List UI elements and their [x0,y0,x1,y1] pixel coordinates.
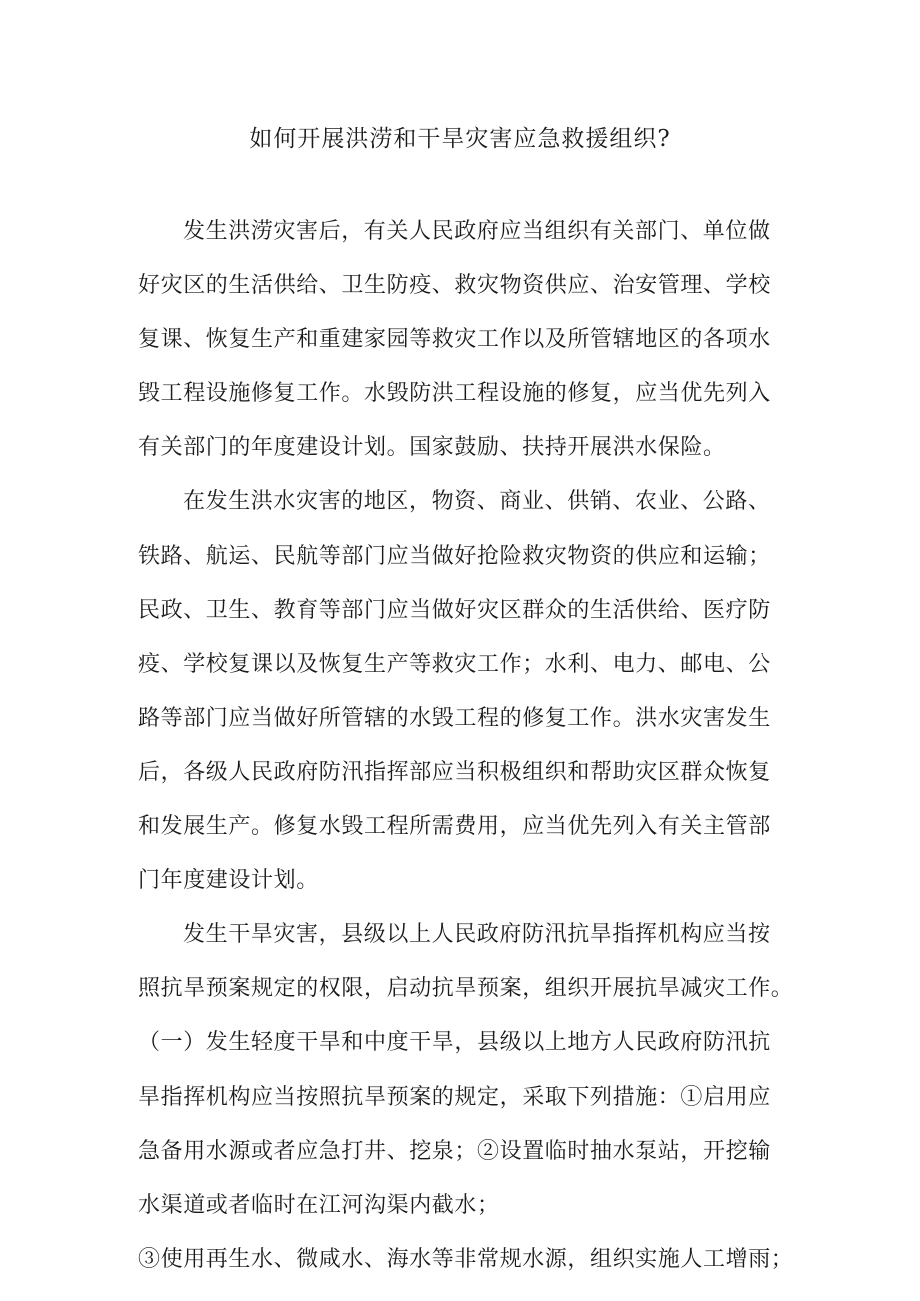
paragraph-line: ③使用再生水、微咸水、海水等非常规水源，组织实施人工增雨； [138,1246,794,1272]
paragraph-line: （一）发生轻度干旱和中度干旱，县级以上地方人民政府防汛抗 [138,1030,771,1056]
paragraph-line: 路等部门应当做好所管辖的水毁工程的修复工作。洪水灾害发生 [138,705,771,731]
paragraph-line: 照抗旱预案规定的权限，启动抗旱预案，组织开展抗旱减灾工作。 [138,976,794,1002]
paragraph-line: 和发展生产。修复水毁工程所需费用，应当优先列入有关主管部 [138,814,771,840]
paragraph-line: 毁工程设施修复工作。水毁防洪工程设施的修复，应当优先列入 [138,381,771,407]
paragraph-line: 发生洪涝灾害后，有关人民政府应当组织有关部门、单位做 [183,219,771,244]
paragraph-line: 发生干旱灾害，县级以上人民政府防汛抗旱指挥机构应当按 [183,922,771,948]
paragraph-line: 疫、学校复课以及恢复生产等救灾工作；水利、电力、邮电、公 [138,651,771,677]
paragraph-line: 复课、恢复生产和重建家园等救灾工作以及所管辖地区的各项水 [138,327,771,353]
paragraph-line: 后，各级人民政府防汛指挥部应当积极组织和帮助灾区群众恢复 [138,759,771,785]
paragraph-line: 水渠道或者临时在江河沟渠内截水； [138,1192,500,1218]
paragraph-line: 铁路、航运、民航等部门应当做好抢险救灾物资的供应和运输； [138,543,771,569]
paragraph-line: 好灾区的生活供给、卫生防疫、救灾物资供应、治安管理、学校 [138,273,771,299]
paragraph-line: 民政、卫生、教育等部门应当做好灾区群众的生活供给、医疗防 [138,597,771,623]
paragraph-line: 有关部门的年度建设计划。国家鼓励、扶持开展洪水保险。 [138,435,726,461]
paragraph-line: 旱指挥机构应当按照抗旱预案的规定，采取下列措施：①启用应 [138,1084,771,1110]
paragraph-line: 在发生洪水灾害的地区，物资、商业、供销、农业、公路、 [183,489,771,515]
paragraph-line: 门年度建设计划。 [138,868,319,894]
document-title: 如何开展洪涝和干旱灾害应急救援组织? [249,126,671,152]
document-body [138,211,800,1293]
paragraph-line: 急备用水源或者应急打井、挖泉；②设置临时抽水泵站，开挖输 [138,1138,771,1164]
